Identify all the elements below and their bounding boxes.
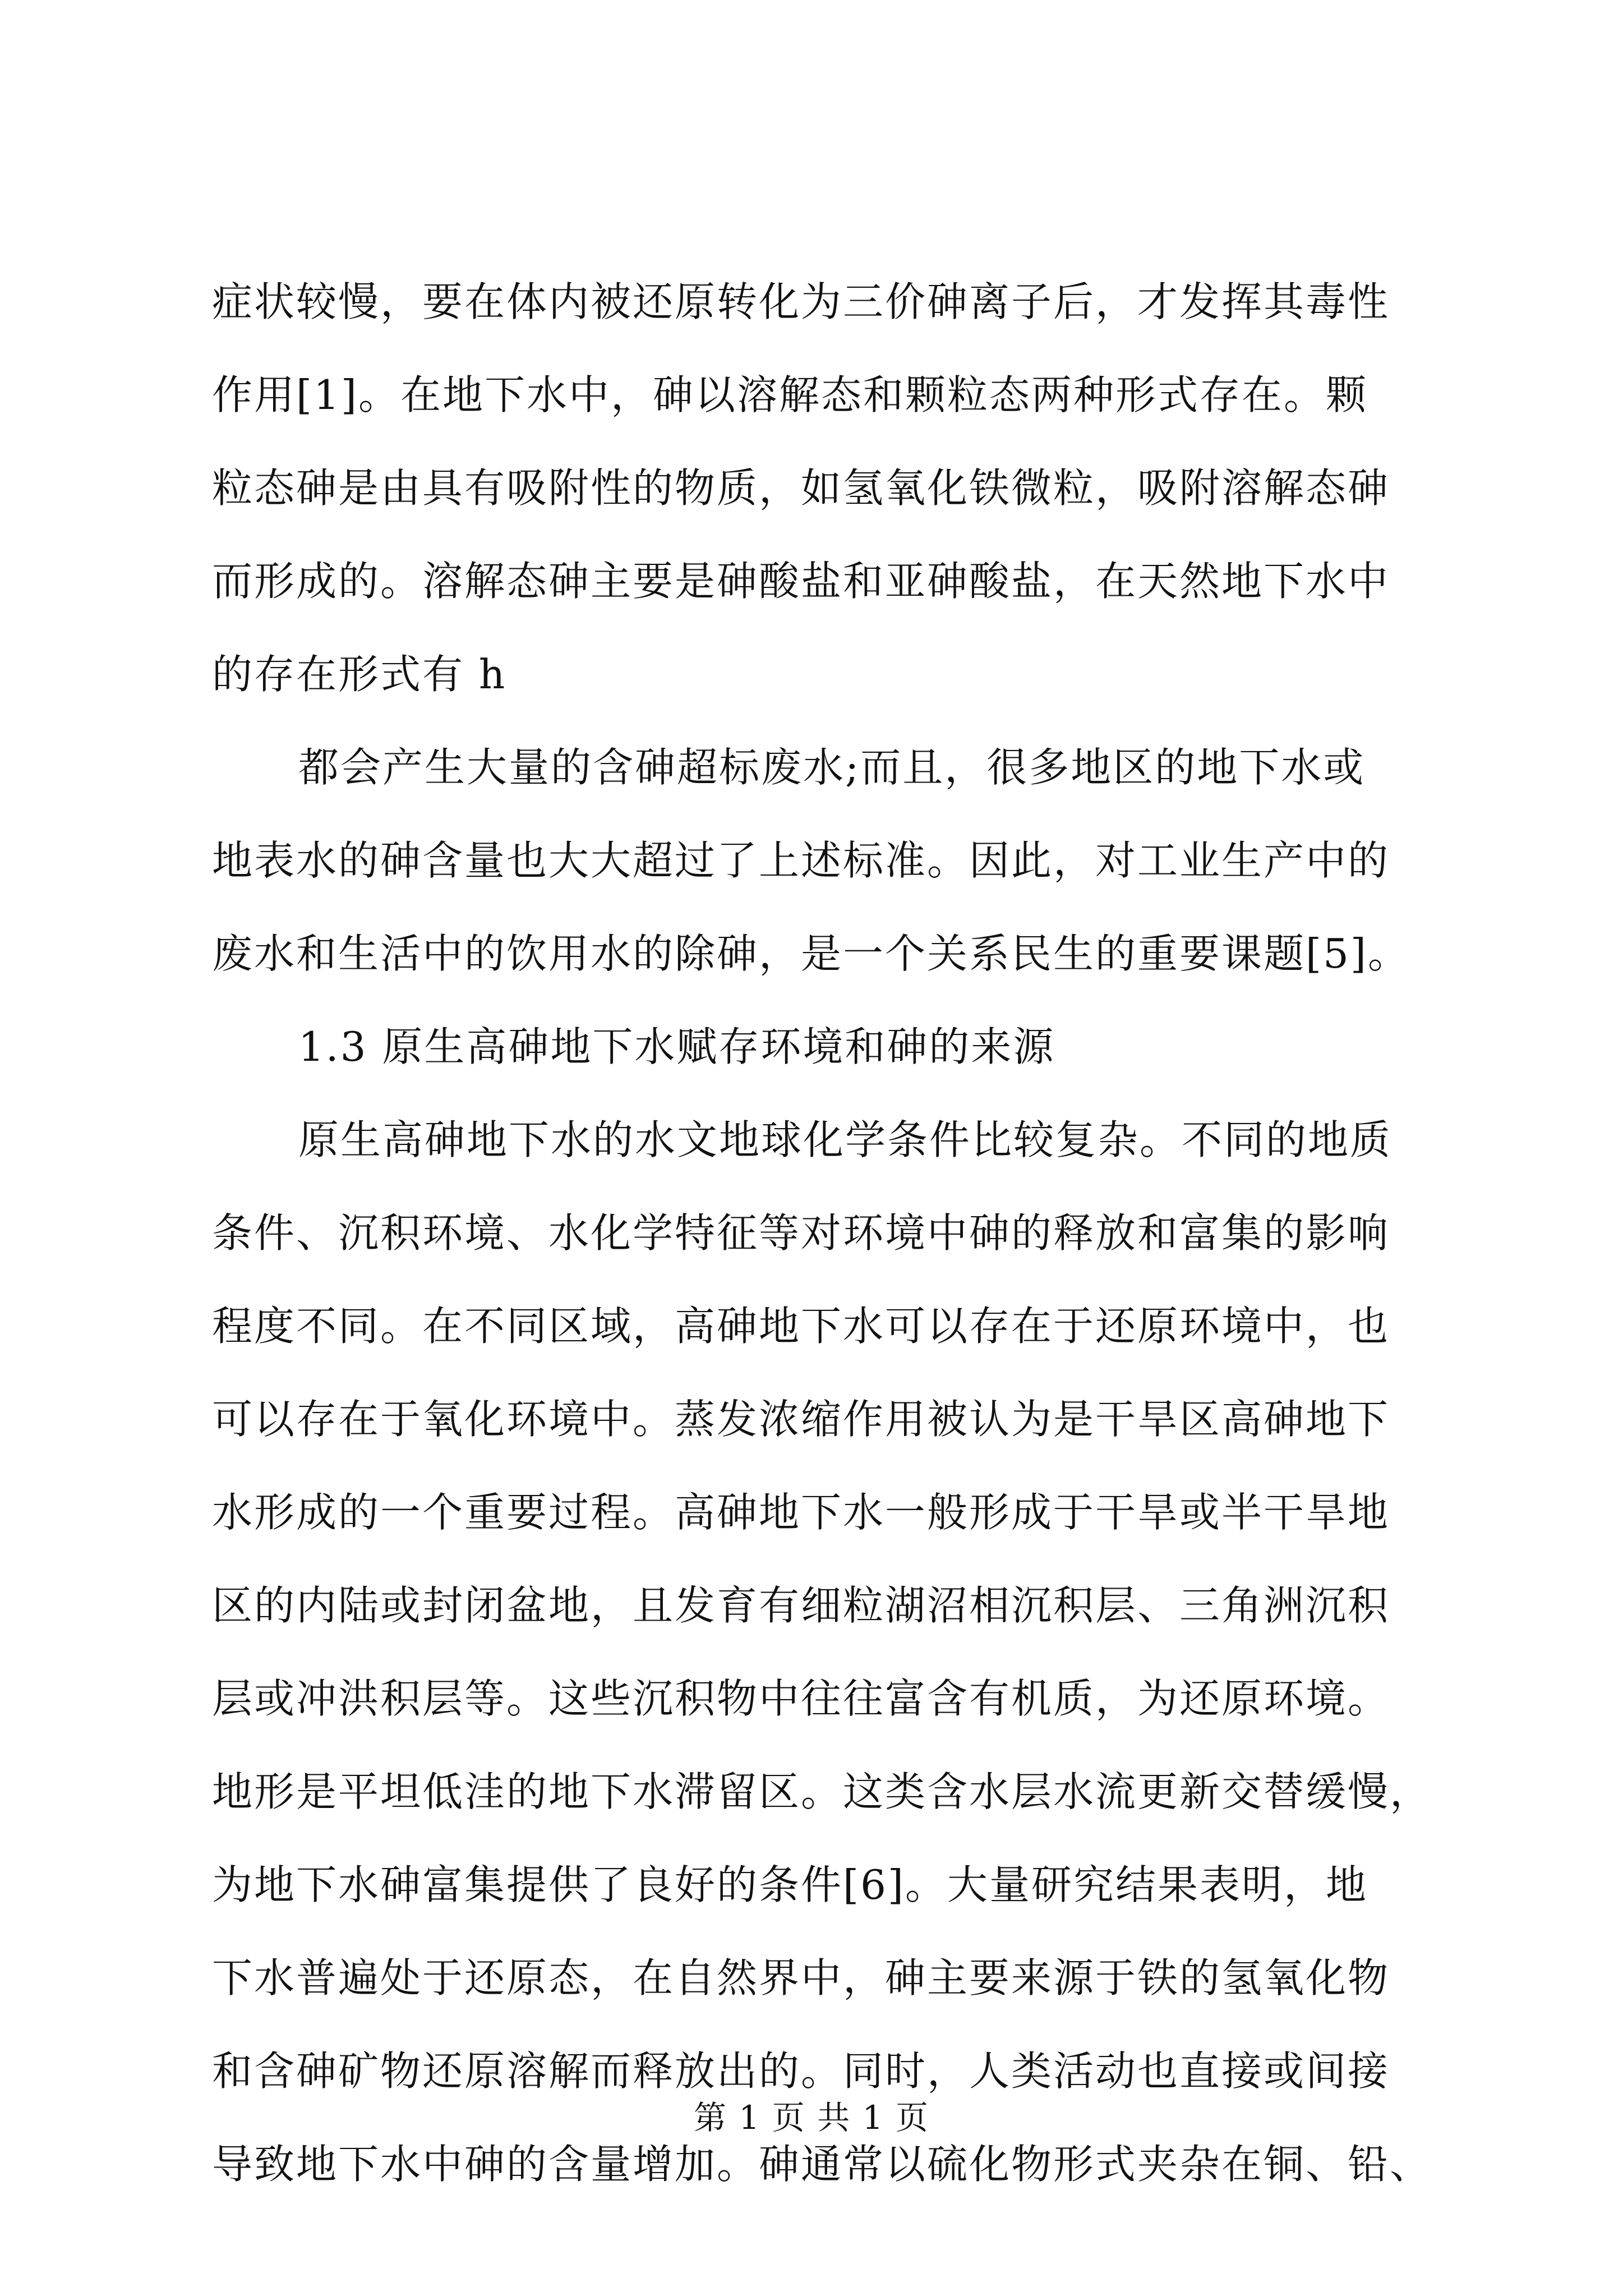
- text-line: 和含砷矿物还原溶解而释放出的。同时，人类活动也直接或间接: [212, 2047, 1390, 2095]
- text-line: 条件、沉积环境、水化学特征等对环境中砷的释放和富集的影响: [212, 1209, 1390, 1257]
- section-heading: 1.3 原生高砷地下水赋存环境和砷的来源: [298, 1023, 1055, 1070]
- text-line: 的存在形式有 h: [212, 651, 507, 698]
- text-line: 程度不同。在不同区域，高砷地下水可以存在于还原环境中，也: [212, 1303, 1390, 1350]
- text-line: 下水普遍处于还原态，在自然界中，砷主要来源于铁的氢氧化物: [212, 1954, 1390, 2001]
- paragraph-start-line: 原生高砷地下水的水文地球化学条件比较复杂。不同的地质: [298, 1116, 1393, 1163]
- page-number-footer: 第 1 页 共 1 页: [694, 2099, 929, 2137]
- text-line: 粒态砷是由具有吸附性的物质，如氢氧化铁微粒，吸附溶解态砷: [212, 464, 1390, 512]
- text-line: 区的内陆或封闭盆地，且发育有细粒湖沼相沉积层、三角洲沉积: [212, 1582, 1390, 1629]
- text-line: 地形是平坦低洼的地下水滞留区。这类含水层水流更新交替缓慢，: [212, 1768, 1432, 1815]
- text-line: 可以存在于氧化环境中。蒸发浓缩作用被认为是干旱区高砷地下: [212, 1396, 1390, 1443]
- body-text: [212, 255, 1432, 2211]
- text-line: 症状较慢，要在体内被还原转化为三价砷离子后，才发挥其毒性: [212, 278, 1390, 325]
- paragraph-start-line: 都会产生大量的含砷超标废水;而且，很多地区的地下水或: [298, 744, 1366, 791]
- text-line: 而形成的。溶解态砷主要是砷酸盐和亚砷酸盐，在天然地下水中: [212, 558, 1390, 605]
- text-line: 地表水的砷含量也大大超过了上述标准。因此，对工业生产中的: [212, 837, 1390, 884]
- text-line: 作用[1]。在地下水中，砷以溶解态和颗粒态两种形式存在。颗: [212, 371, 1368, 418]
- text-line: 废水和生活中的饮用水的除砷，是一个关系民生的重要课题[5]。: [212, 930, 1410, 977]
- text-line: 导致地下水中砷的含量增加。砷通常以硫化物形式夹杂在铜、铅、: [212, 2141, 1432, 2188]
- text-line: 为地下水砷富集提供了良好的条件[6]。大量研究结果表明，地: [212, 1861, 1368, 1908]
- text-line: 水形成的一个重要过程。高砷地下水一般形成于干旱或半干旱地: [212, 1489, 1390, 1536]
- text-line: 层或冲洪积层等。这些沉积物中往往富含有机质，为还原环境。: [212, 1675, 1390, 1722]
